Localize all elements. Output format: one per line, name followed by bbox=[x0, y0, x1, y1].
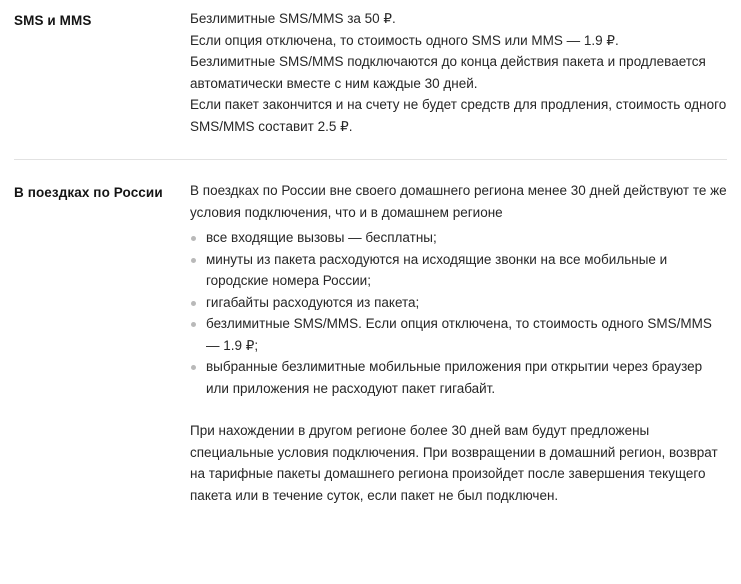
sms-price-text: Безлимитные SMS/MMS за 50 ₽. bbox=[190, 11, 396, 26]
section-divider bbox=[14, 159, 727, 160]
sms-renewal-text: Безлимитные SMS/MMS подключаются до конца действия пакета и продлевается автоматически вместе с ним каждые 30 дней. bbox=[190, 54, 706, 91]
list-item: безлимитные SMS/MMS. Если опция отключена, то стоимость одного SMS/MMS — 1.9 ₽; bbox=[190, 313, 727, 356]
section-sms-mms bbox=[14, 8, 727, 137]
section-body-travel-russia bbox=[190, 180, 727, 506]
travel-intro-text: В поездках по России вне своего домашнего региона менее 30 дней действуют те же условия подключения, что и в домашнем регионе bbox=[190, 183, 727, 220]
section-label-travel-russia: В поездках по России bbox=[14, 185, 163, 200]
list-item: все входящие вызовы — бесплатны; bbox=[190, 227, 727, 249]
list-item: гигабайты расходуются из пакета; bbox=[190, 292, 727, 314]
sms-package-end-text: Если пакет закончится и на счету не будет средств для продления, стоимость одного SMS/MMS составит 2.5 ₽. bbox=[190, 97, 727, 134]
list-item: минуты из пакета расходуются на исходящие звонки на все мобильные и городские номера России; bbox=[190, 249, 727, 292]
section-travel-russia bbox=[14, 180, 727, 506]
list-item: выбранные безлимитные мобильные приложения при открытии через браузер или приложения не расходуют пакет гигабайт. bbox=[190, 356, 727, 399]
section-body-sms-mms bbox=[190, 8, 727, 137]
travel-conditions-list bbox=[190, 227, 727, 399]
section-label-sms-mms: SMS и MMS bbox=[14, 13, 92, 28]
sms-option-disabled-text: Если опция отключена, то стоимость одного SMS или MMS — 1.9 ₽. bbox=[190, 32, 619, 48]
travel-long-stay-text: При нахождении в другом регионе более 30 дней вам будут предложены специальные условия подключения. При возвращении в домашний регион, возврат на тарифные пакеты домашнего региона произойдет после завершения текущего пакета или в течение суток, если пакет не был подключен. bbox=[190, 423, 718, 503]
